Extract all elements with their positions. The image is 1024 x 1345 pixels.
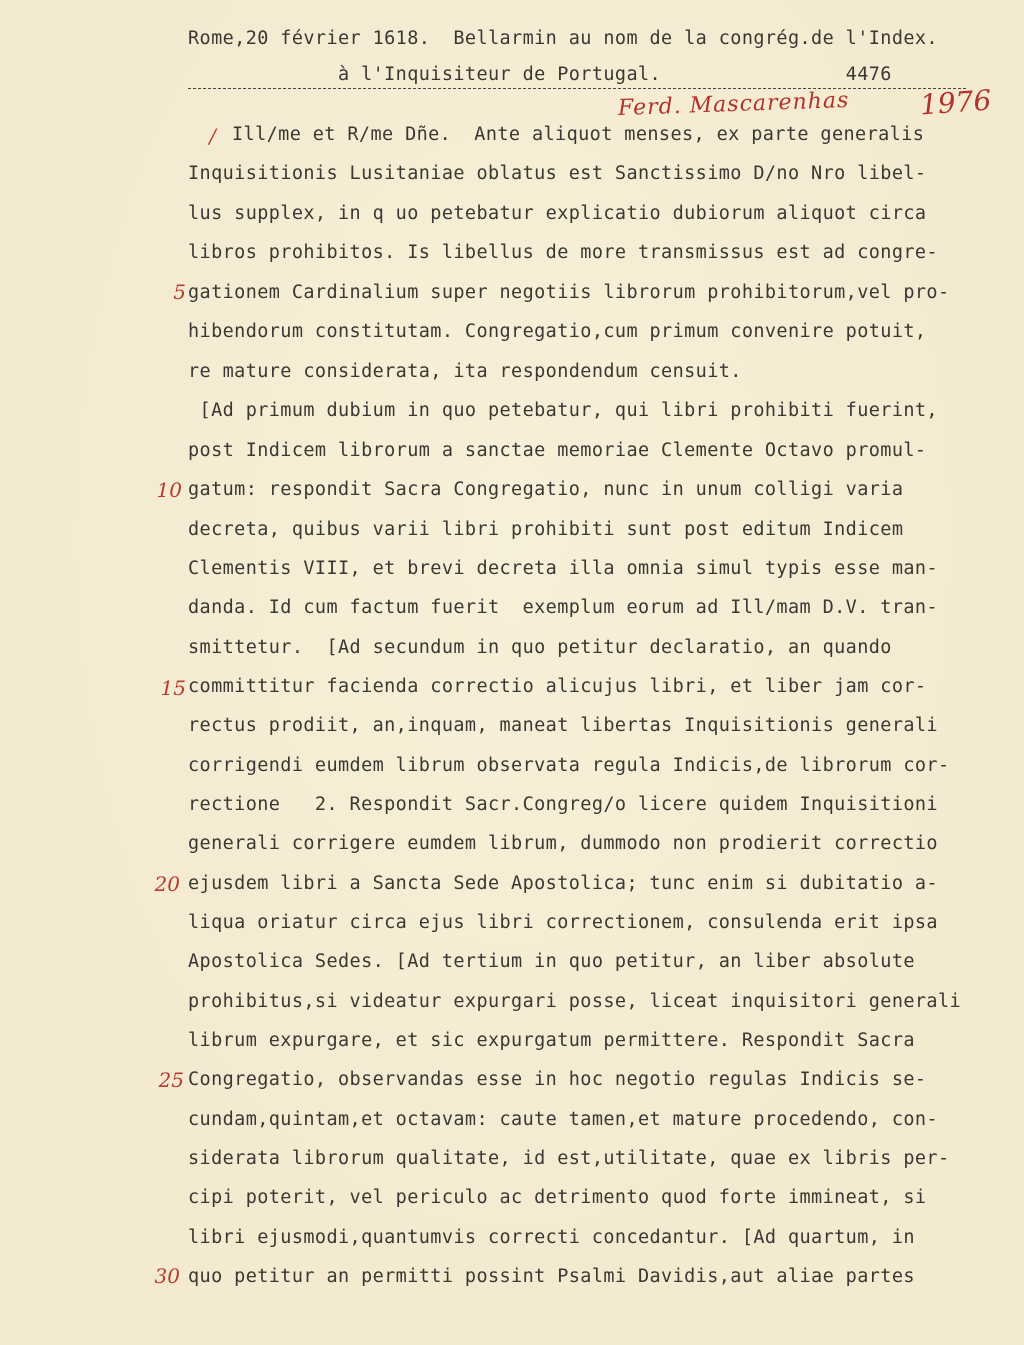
body-line: decreta, quibus varii libri prohibiti sunt post editum Indicem bbox=[188, 519, 904, 540]
margin-number: / bbox=[209, 124, 216, 148]
body-line: prohibitus,si videatur expurgari posse, liceat inquisitori generali bbox=[188, 991, 962, 1012]
header-title-line: Rome,20 février 1618. Bellarmin au nom de la congrég.de l'Index. bbox=[188, 28, 938, 49]
body-line: generali corrigere eumdem librum, dummodo non prodierit correctio bbox=[188, 833, 938, 854]
margin-number: 5 bbox=[173, 280, 186, 304]
body-line: libros prohibitos. Is libellus de more transmissus est ad congre- bbox=[188, 242, 938, 263]
body-line: cundam,quintam,et octavam: caute tamen,et mature procedendo, con- bbox=[188, 1109, 938, 1130]
handwritten-name-annotation: Ferd. Mascarenhas bbox=[617, 87, 850, 122]
margin-number: 15 bbox=[160, 676, 186, 700]
body-line: librum expurgare, et sic expurgatum permittere. Respondit Sacra bbox=[188, 1030, 915, 1051]
margin-number: 25 bbox=[158, 1068, 184, 1092]
body-line: smittetur. [Ad secundum in quo petitur declaratio, an quando bbox=[188, 637, 892, 658]
body-line: quo petitur an permitti possint Psalmi Davidis,aut aliae partes bbox=[188, 1266, 915, 1287]
body-line: Apostolica Sedes. [Ad tertium in quo petitur, an liber absolute bbox=[188, 951, 915, 972]
body-line: Inquisitionis Lusitaniae oblatus est Sanctissimo D/no Nro libel- bbox=[188, 163, 927, 184]
margin-number: 30 bbox=[154, 1264, 180, 1288]
body-line: Congregatio, observandas esse in hoc negotio regulas Indicis se- bbox=[188, 1069, 927, 1090]
body-line: ejusdem libri a Sancta Sede Apostolica; tunc enim si dubitatio a- bbox=[188, 873, 938, 894]
body-line: corrigendi eumdem librum observata regula Indicis,de librorum cor- bbox=[188, 755, 950, 776]
body-line: committitur facienda correctio alicujus libri, et liber jam cor- bbox=[188, 676, 927, 697]
body-line: rectus prodiit, an,inquam, maneat libertas Inquisitionis generali bbox=[188, 715, 938, 736]
margin-number: 10 bbox=[156, 478, 182, 502]
body-line: gationem Cardinalium super negotiis librorum prohibitorum,vel pro- bbox=[188, 282, 950, 303]
body-line: siderata librorum qualitate, id est,utilitate, quae ex libris per- bbox=[188, 1148, 950, 1169]
body-line: Clementis VIII, et brevi decreta illa omnia simul typis esse man- bbox=[188, 558, 938, 579]
header-recipient-line: à l'Inquisiteur de Portugal. 4476 bbox=[188, 64, 892, 85]
margin-number: 20 bbox=[154, 872, 180, 896]
body-line: hibendorum constitutam. Congregatio,cum primum convenire potuit, bbox=[188, 321, 927, 342]
body-line: gatum: respondit Sacra Congregatio, nunc in unum colligi varia bbox=[188, 479, 904, 500]
body-line: post Indicem librorum a sanctae memoriae Clemente Octavo promul- bbox=[188, 440, 927, 461]
body-line: lus supplex, in q uo petebatur explicatio dubiorum aliquot circa bbox=[188, 203, 927, 224]
body-line: [Ad primum dubium in quo petebatur, qui libri prohibiti fuerint, bbox=[188, 400, 938, 421]
body-line: liqua oriatur circa ejus libri correctionem, consulenda erit ipsa bbox=[188, 912, 938, 933]
body-line: Ill/me et R/me Dñe. Ante aliquot menses, ex parte generalis bbox=[232, 124, 925, 145]
body-line: rectione 2. Respondit Sacr.Congreg/o licere quidem Inquisitioni bbox=[188, 794, 938, 815]
handwritten-number-annotation: 1976 bbox=[918, 83, 993, 122]
body-line: danda. Id cum factum fuerit exemplum eorum ad Ill/mam D.V. tran- bbox=[188, 597, 938, 618]
header-divider bbox=[188, 88, 966, 89]
body-line: re mature considerata, ita respondendum censuit. bbox=[188, 361, 742, 382]
body-line: cipi poterit, vel periculo ac detrimento quod forte immineat, si bbox=[188, 1187, 927, 1208]
body-line: libri ejusmodi,quantumvis correcti concedantur. [Ad quartum, in bbox=[188, 1227, 915, 1248]
